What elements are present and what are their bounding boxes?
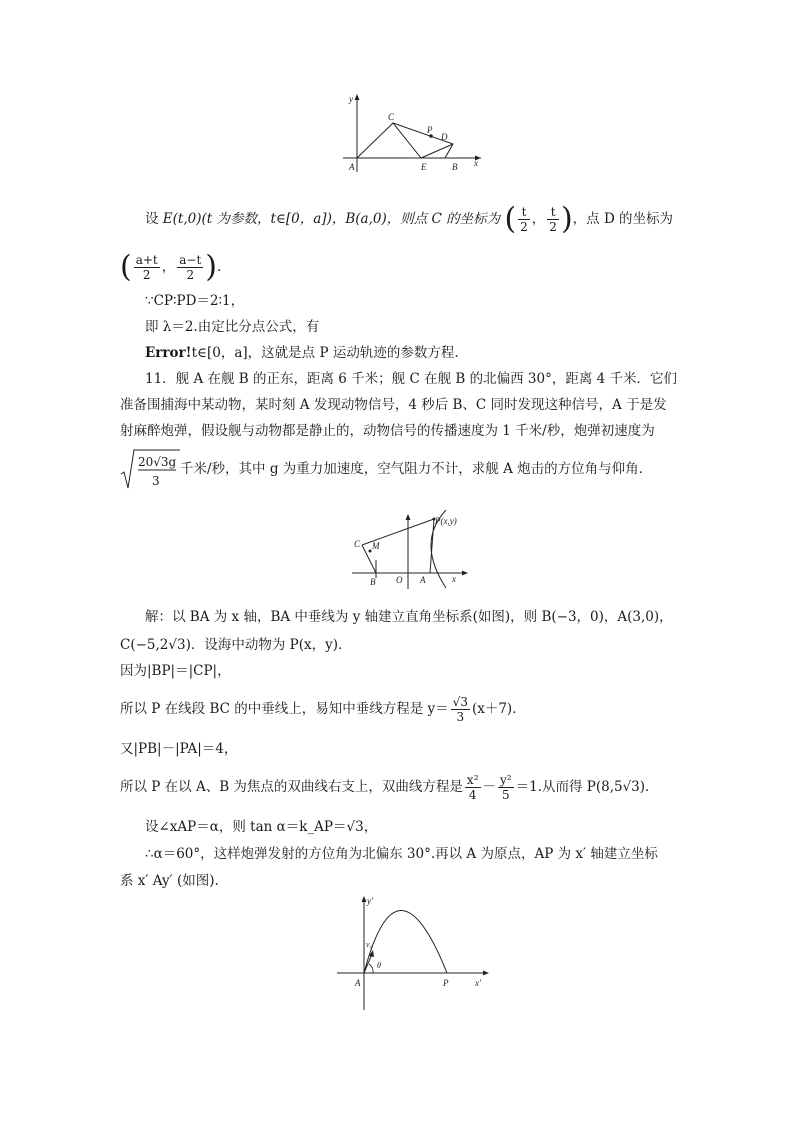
fig1-label-p: P [427,125,433,135]
problem-11-line-3: 射麻醉炮弹，假设舰与动物都是静止的，动物信号的传播速度为 1 千米/秒，炮弹初速度为 [120,423,655,439]
fig2-label-o: O [396,575,403,585]
fig2-label-x: x [452,574,456,584]
fig2-label-p: P(x,y) [435,516,457,526]
fig1-label-y: y [349,94,353,104]
text-line-2: ( $\frac{a+t}{2}$ ， $\frac{a-t}{2}$ ). [120,249,222,285]
fig3-label-x: x′ [475,978,481,988]
solution-line-4: 所以 P 在线段 BC 的中垂线上，易知中垂线方程是 y＝ $\frac{√3}{3}$ (x＋7)． [120,695,526,724]
fig3-label-v0: v₀ [366,940,373,949]
fig2-label-c: C [354,539,361,549]
fraction: $\frac{a+t}{2}$ [135,253,158,282]
solution-line-9: 系 x′ Ay′ (如图). [120,873,219,889]
fig3-label-y: y′ [367,896,373,906]
fig3-label-p: P [443,978,449,988]
sqrt-fraction: 20√3g 3 [120,448,180,490]
fraction: $\frac{\text{x²}}{4}$ [466,773,479,802]
fig2-label-b: B [370,577,376,587]
text-line-3: ∵CP∶PD＝2∶1， [145,293,245,309]
figure-trajectory-diagram [335,892,495,1017]
fig2-label-a: A [420,575,426,585]
problem-11-line-4: 20√3g 3 千米/秒，其中 g 为重力加速度，空气阻力不计，求舰 A 炮击的方位角与仰角． [0,448,794,492]
solution-line-7: 设∠xAP＝α，则 tan α＝k_AP＝√3， [145,819,378,835]
fig1-label-e: E [421,162,427,172]
fraction: $\frac{\text{y²}}{5}$ [500,773,512,802]
fig3-label-a: A [355,978,361,988]
solution-line-3: 因为|BP|＝|CP|， [120,663,231,679]
solution-line-2: C(−5,2√3)．设海中动物为 P(x，y)． [120,637,352,653]
fig1-label-x: x [474,158,478,168]
fraction: $\frac{√3}{3}$ [452,695,468,724]
fig1-label-b: B [452,162,458,172]
figure-hyperbola-diagram [350,510,470,590]
fraction: $\frac{a-t}{2}$ [179,253,202,282]
solution-line-8: ∴α＝60°，这样炮弹发射的方位角为北偏东 30°.再以 A 为原点，AP 为 x′ 轴建立坐标 [145,846,658,862]
solution-line-6: 所以 P 在以 A、B 为焦点的双曲线右支上，双曲线方程是 $\frac{\text{x²}}{4}$ － $\frac{\text{y²}}{5}$ ＝1.从而得 P(8,5√3)． [120,773,659,802]
solution-line-5: 又|PB|－|PA|＝4， [120,741,238,757]
text-line-5: Error!t∈[0，a]，这就是点 P 运动轨迹的参数方程. [145,345,459,361]
fraction: $\frac{t}{2}$ [549,205,557,234]
figure-triangle-diagram [335,90,485,175]
problem-11-line-1: 11．舰 A 在舰 B 的正东，距离 6 千米；舰 C 在舰 B 的北偏西 30°，距离 4 千米．它们 [145,371,677,387]
text-line-4: 即 λ＝2.由定比分点公式，有 [145,319,320,335]
fraction: $\frac{t}{2}$ [520,205,528,234]
problem-11-line-2: 准备围捕海中某动物，某时刻 A 发现动物信号，4 秒后 B、C 同时发现这种信号，A 于是发 [120,397,667,413]
fig1-label-a: A [349,162,355,172]
fig3-label-theta: θ [377,961,381,970]
solution-line-1: 解：以 BA 为 x 轴，BA 中垂线为 y 轴建立直角坐标系(如图)，则 B(−3，0)，A(3,0)， [145,609,673,625]
fig1-label-d: D [441,132,448,142]
text-line-1: 设 E(t,0)(t 为参数，t∈[0，a])，B(a,0)，则点 C 的坐标为 ( $\frac{t}{2}$ ， $\frac{t}{2}$ )，点 D 的坐标为 [145,201,674,237]
fig2-label-m: M [372,541,380,551]
fig1-label-c: C [388,112,395,122]
